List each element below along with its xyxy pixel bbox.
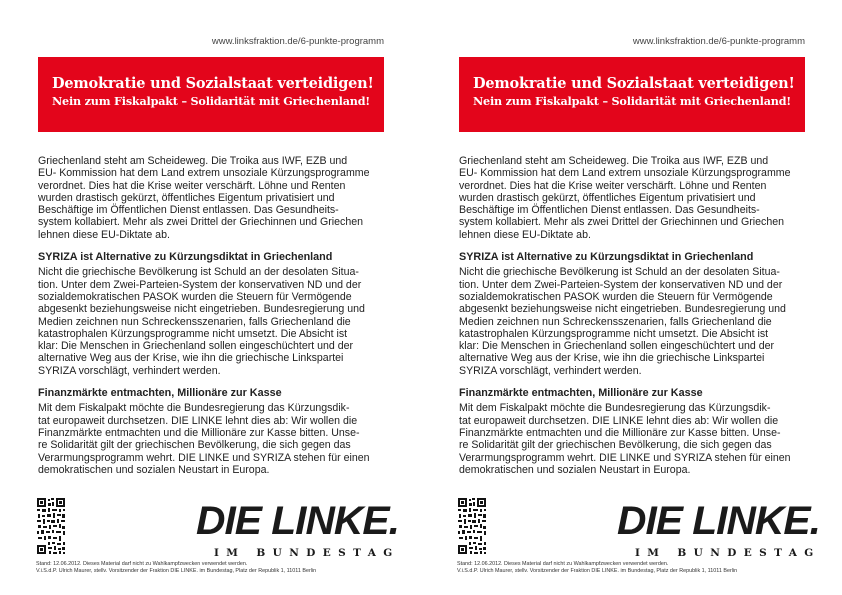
footer <box>457 496 821 576</box>
text-line: EU- Kommission hat dem Land extrem unsoziale Kürzungsprogramme <box>459 167 791 180</box>
text-line: Finanzmärkte entmachten und die Millionäre zur Kasse bitten. Unse- <box>38 426 360 439</box>
text-line: Finanzmärkte entmachten und die Millionäre zur Kasse bitten. Unse- <box>459 426 781 439</box>
text-line: lehnen diese EU-Diktate ab. <box>459 228 591 241</box>
section2-heading: Finanzmärkte entmachten, Millionäre zur Kasse <box>459 387 703 400</box>
text-line: katastrophalen Kürzungsprogramme nicht umsetzt. Die Absicht ist <box>38 327 348 340</box>
text-line: wurden drastisch gekürzt, öffentliches Eigentum privatisiert und <box>459 191 756 204</box>
text-line: re Solidarität gilt der griechischen Bevölkerung, die sich gegen das <box>38 439 351 452</box>
section1-paragraph <box>459 266 809 377</box>
text-line: Medien zeichnen nun Schreckensszenarien, falls Griechenland die <box>459 315 772 328</box>
text-line: verordnet. Dies hat die Krise weiter verschärft. Löhne und Renten <box>38 179 346 192</box>
text-line: SYRIZA vorschlägt, verhindert werden. <box>38 364 221 377</box>
text-line: katastrophalen Kürzungsprogramme nicht umsetzt. Die Absicht ist <box>459 327 769 340</box>
text-line: Verarmungsprogramm wehrt. DIE LINKE und SYRIZA stehen für einen <box>459 451 791 464</box>
section2-heading: Finanzmärkte entmachten, Millionäre zur Kasse <box>38 387 282 400</box>
text-line: Verarmungsprogramm wehrt. DIE LINKE und SYRIZA stehen für einen <box>38 451 370 464</box>
die-linke-logo: DIE LINKE. <box>196 499 399 543</box>
text-line: abgesenkt beziehungsweise nicht eingetrieben. Bundesregierung und <box>38 303 365 316</box>
text-line: abgesenkt beziehungsweise nicht eingetrieben. Bundesregierung und <box>459 303 786 316</box>
headline-banner <box>38 57 384 132</box>
headline-banner <box>459 57 805 132</box>
text-line: tion. Unter dem Zwei-Parteien-System der konservativen ND und der <box>38 278 362 291</box>
url-text: www.linksfraktion.de/6-punkte-programm <box>211 36 384 47</box>
text-line: wurden drastisch gekürzt, öffentliches Eigentum privatisiert und <box>38 191 335 204</box>
text-line: tat europaweit durchsetzen. DIE LINKE lehnt dies ab: Wir wollen die <box>459 414 779 427</box>
section2-paragraph <box>459 402 809 476</box>
text-line: Nicht die griechische Bevölkerung ist Schuld an der desolaten Situa- <box>459 266 780 279</box>
headline-title: Demokratie und Sozialstaat verteidigen! <box>52 75 374 92</box>
text-line: tat europaweit durchsetzen. DIE LINKE lehnt dies ab: Wir wollen die <box>38 414 358 427</box>
text-line: Griechenland steht am Scheideweg. Die Troika aus IWF, EZB und <box>459 155 769 167</box>
text-line: Nicht die griechische Bevölkerung ist Schuld an der desolaten Situa- <box>38 266 359 279</box>
text-line: demokratischen und sozialen Neustart in Europa. <box>459 463 691 476</box>
headline-title: Demokratie und Sozialstaat verteidigen! <box>473 75 795 92</box>
text-line: alternative Weg aus der Krise, wie ihn die griechische Linkspartei <box>459 352 765 365</box>
text-line: lehnen diese EU-Diktate ab. <box>38 228 170 241</box>
fine-print-line: V.i.S.d.P. Ulrich Maurer, stellv. Vorsitzender der Fraktion DIE LINKE. im Bundestag, Platz der Republik 1, 11011 Berlin <box>457 568 738 574</box>
text-line: alternative Weg aus der Krise, wie ihn die griechische Linkspartei <box>38 352 344 365</box>
text-line: tion. Unter dem Zwei-Parteien-System der konservativen ND und der <box>459 278 783 291</box>
fine-print <box>36 561 396 575</box>
fine-print-line: Stand: 12.06.2012. Dieses Material darf nicht zu Wahlkampfzwecken verwendet werden. <box>457 561 669 567</box>
text-line: sozialdemokratischen PASOK wurden die Steuern für Vermögende <box>38 290 352 303</box>
logo-subtitle: IM BUNDESTAG <box>635 547 821 559</box>
text-line: verordnet. Dies hat die Krise weiter verschärft. Löhne und Renten <box>459 179 767 192</box>
intro-paragraph <box>38 155 388 241</box>
text-line: Medien zeichnen nun Schreckensszenarien, falls Griechenland die <box>38 315 351 328</box>
text-line: sozialdemokratischen PASOK wurden die Steuern für Vermögende <box>459 290 773 303</box>
logo-subtitle: IM BUNDESTAG <box>214 547 400 559</box>
text-line: Griechenland steht am Scheideweg. Die Troika aus IWF, EZB und <box>38 155 348 167</box>
text-line: demokratischen und sozialen Neustart in Europa. <box>38 463 270 476</box>
headline-subtitle: Nein zum Fiskalpakt – Solidarität mit Griechenland! <box>52 94 371 108</box>
body-text <box>459 155 809 486</box>
text-line: EU- Kommission hat dem Land extrem unsoziale Kürzungsprogramme <box>38 167 370 180</box>
fine-print <box>457 561 817 575</box>
url-text: www.linksfraktion.de/6-punkte-programm <box>632 36 805 47</box>
qr-code-icon[interactable] <box>36 496 66 556</box>
text-line: system kollabiert. Mehr als zwei Drittel der Griechinnen und Griechen <box>38 216 364 229</box>
text-line: Mit dem Fiskalpakt möchte die Bundesregierung das Kürzungsdik- <box>459 402 771 415</box>
intro-paragraph <box>459 155 809 241</box>
section1-heading: SYRIZA ist Alternative zu Kürzungsdiktat in Griechenland <box>459 251 754 264</box>
body-text <box>38 155 388 486</box>
headline-subtitle: Nein zum Fiskalpakt – Solidarität mit Griechenland! <box>473 94 792 108</box>
section1-paragraph <box>38 266 388 377</box>
section2-paragraph <box>38 402 388 476</box>
die-linke-logo: DIE LINKE. <box>617 499 820 543</box>
text-line: SYRIZA vorschlägt, verhindert werden. <box>459 364 642 377</box>
flyer-right <box>421 0 842 595</box>
text-line: Mit dem Fiskalpakt möchte die Bundesregierung das Kürzungsdik- <box>38 402 350 415</box>
qr-code-icon[interactable] <box>457 496 487 556</box>
section1-heading: SYRIZA ist Alternative zu Kürzungsdiktat in Griechenland <box>38 251 333 264</box>
text-line: klar: Die Menschen in Griechenland sollen eingeschüchtert und der <box>38 340 354 353</box>
text-line: system kollabiert. Mehr als zwei Drittel der Griechinnen und Griechen <box>459 216 785 229</box>
text-line: klar: Die Menschen in Griechenland sollen eingeschüchtert und der <box>459 340 775 353</box>
fine-print-line: Stand: 12.06.2012. Dieses Material darf nicht zu Wahlkampfzwecken verwendet werden. <box>36 561 248 567</box>
fine-print-line: V.i.S.d.P. Ulrich Maurer, stellv. Vorsitzender der Fraktion DIE LINKE. im Bundestag, Platz der Republik 1, 11011 Berlin <box>36 568 317 574</box>
text-line: Beschäftige im Öffentlichen Dienst entlassen. Das Gesundheits- <box>459 204 760 217</box>
text-line: Beschäftige im Öffentlichen Dienst entlassen. Das Gesundheits- <box>38 204 339 217</box>
footer <box>36 496 400 576</box>
text-line: re Solidarität gilt der griechischen Bevölkerung, die sich gegen das <box>459 439 772 452</box>
